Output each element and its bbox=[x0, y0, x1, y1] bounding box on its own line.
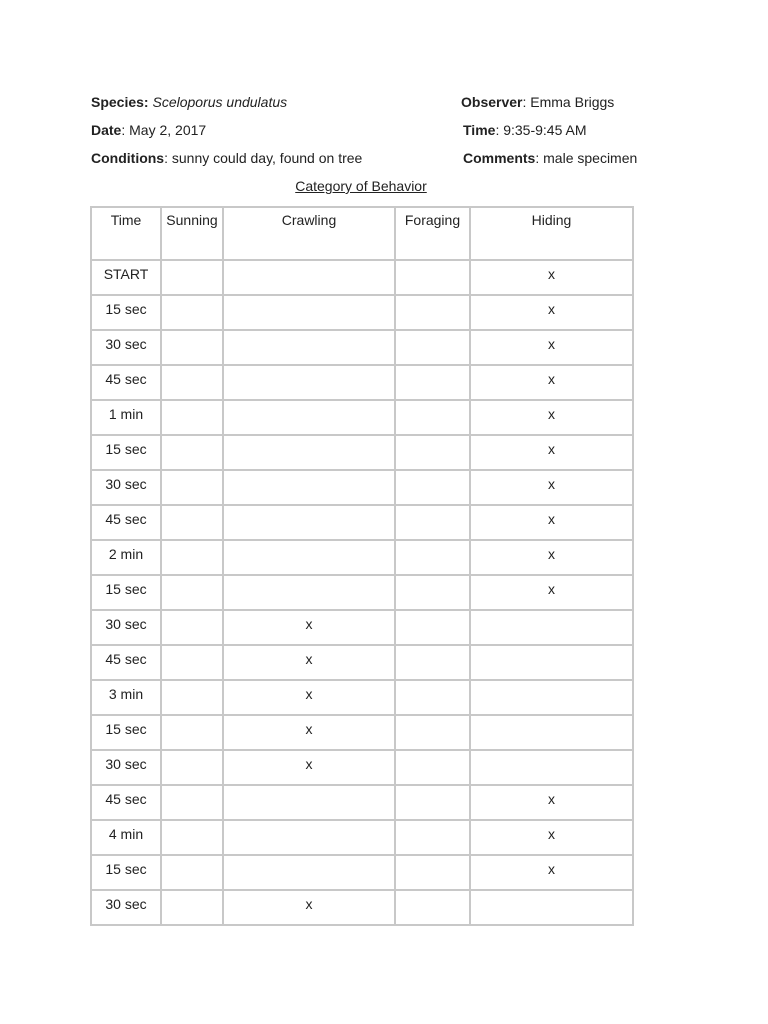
cell-crawling bbox=[223, 400, 395, 435]
cell-foraging bbox=[395, 750, 470, 785]
cell-time: 30 sec bbox=[91, 610, 161, 645]
table-row bbox=[91, 750, 633, 785]
cell-foraging bbox=[395, 680, 470, 715]
cell-time: 15 sec bbox=[91, 435, 161, 470]
cell-time: 2 min bbox=[91, 540, 161, 575]
comments-value: : male specimen bbox=[535, 150, 638, 166]
cell-crawling bbox=[223, 365, 395, 400]
table-row bbox=[91, 435, 633, 470]
cell-time: 1 min bbox=[91, 400, 161, 435]
species-label: Species: bbox=[91, 94, 149, 110]
date-field bbox=[91, 122, 206, 138]
comments-field bbox=[463, 150, 637, 166]
conditions-label: Conditions bbox=[91, 150, 165, 166]
conditions-field bbox=[91, 150, 362, 166]
observer-label: Observer bbox=[461, 94, 523, 110]
cell-crawling bbox=[223, 575, 395, 610]
cell-crawling bbox=[223, 330, 395, 365]
cell-crawling: x bbox=[223, 890, 395, 925]
cell-sunning bbox=[161, 890, 223, 925]
cell-foraging bbox=[395, 540, 470, 575]
cell-sunning bbox=[161, 715, 223, 750]
table-row bbox=[91, 575, 633, 610]
column-header-crawling: Crawling bbox=[223, 207, 395, 260]
cell-hiding: x bbox=[470, 365, 633, 400]
cell-sunning bbox=[161, 260, 223, 295]
cell-foraging bbox=[395, 715, 470, 750]
column-header-sunning: Sunning bbox=[161, 207, 223, 260]
cell-hiding: x bbox=[470, 505, 633, 540]
table-row bbox=[91, 820, 633, 855]
table-row bbox=[91, 610, 633, 645]
cell-foraging bbox=[395, 260, 470, 295]
cell-time: 45 sec bbox=[91, 645, 161, 680]
table-row bbox=[91, 470, 633, 505]
cell-crawling bbox=[223, 820, 395, 855]
time-label: Time bbox=[463, 122, 496, 138]
cell-crawling bbox=[223, 470, 395, 505]
cell-sunning bbox=[161, 330, 223, 365]
cell-time: 45 sec bbox=[91, 505, 161, 540]
cell-hiding: x bbox=[470, 540, 633, 575]
species-field bbox=[91, 94, 287, 110]
cell-crawling: x bbox=[223, 645, 395, 680]
cell-foraging bbox=[395, 890, 470, 925]
time-value: : 9:35-9:45 AM bbox=[495, 122, 587, 138]
cell-sunning bbox=[161, 365, 223, 400]
cell-foraging bbox=[395, 610, 470, 645]
table-row bbox=[91, 540, 633, 575]
cell-foraging bbox=[395, 295, 470, 330]
cell-hiding: x bbox=[470, 435, 633, 470]
cell-crawling bbox=[223, 540, 395, 575]
cell-time: 45 sec bbox=[91, 365, 161, 400]
cell-hiding: x bbox=[470, 785, 633, 820]
cell-time: 15 sec bbox=[91, 575, 161, 610]
cell-hiding bbox=[470, 890, 633, 925]
table-row bbox=[91, 890, 633, 925]
cell-hiding bbox=[470, 750, 633, 785]
cell-sunning bbox=[161, 645, 223, 680]
cell-hiding bbox=[470, 715, 633, 750]
cell-crawling bbox=[223, 855, 395, 890]
table-row bbox=[91, 680, 633, 715]
cell-foraging bbox=[395, 645, 470, 680]
cell-foraging bbox=[395, 400, 470, 435]
cell-time: 15 sec bbox=[91, 855, 161, 890]
cell-foraging bbox=[395, 365, 470, 400]
date-value: : May 2, 2017 bbox=[121, 122, 207, 138]
table-row bbox=[91, 715, 633, 750]
cell-crawling: x bbox=[223, 610, 395, 645]
cell-sunning bbox=[161, 785, 223, 820]
table-row bbox=[91, 645, 633, 680]
table-row bbox=[91, 330, 633, 365]
cell-sunning bbox=[161, 400, 223, 435]
cell-foraging bbox=[395, 820, 470, 855]
cell-hiding bbox=[470, 680, 633, 715]
cell-hiding: x bbox=[470, 260, 633, 295]
cell-sunning bbox=[161, 680, 223, 715]
cell-time: 30 sec bbox=[91, 750, 161, 785]
cell-foraging bbox=[395, 855, 470, 890]
conditions-value: : sunny could day, found on tree bbox=[164, 150, 363, 166]
table-body bbox=[91, 260, 633, 925]
cell-hiding: x bbox=[470, 330, 633, 365]
cell-foraging bbox=[395, 785, 470, 820]
table-row bbox=[91, 400, 633, 435]
cell-sunning bbox=[161, 435, 223, 470]
cell-crawling: x bbox=[223, 715, 395, 750]
cell-time: START bbox=[91, 260, 161, 295]
cell-sunning bbox=[161, 575, 223, 610]
cell-hiding: x bbox=[470, 575, 633, 610]
cell-sunning bbox=[161, 820, 223, 855]
observer-value: : Emma Briggs bbox=[522, 94, 615, 110]
table-row bbox=[91, 855, 633, 890]
cell-time: 15 sec bbox=[91, 715, 161, 750]
behavior-table bbox=[90, 206, 634, 926]
date-label: Date bbox=[91, 122, 122, 138]
table-caption: Category of Behavior bbox=[295, 178, 427, 194]
cell-time: 4 min bbox=[91, 820, 161, 855]
cell-sunning bbox=[161, 750, 223, 785]
cell-foraging bbox=[395, 470, 470, 505]
column-header-foraging: Foraging bbox=[395, 207, 470, 260]
cell-hiding: x bbox=[470, 400, 633, 435]
cell-crawling bbox=[223, 295, 395, 330]
species-value: Sceloporus undulatus bbox=[152, 94, 288, 110]
column-header-time: Time bbox=[91, 207, 161, 260]
cell-hiding: x bbox=[470, 820, 633, 855]
cell-hiding: x bbox=[470, 470, 633, 505]
cell-time: 15 sec bbox=[91, 295, 161, 330]
cell-crawling bbox=[223, 785, 395, 820]
cell-sunning bbox=[161, 540, 223, 575]
cell-time: 45 sec bbox=[91, 785, 161, 820]
cell-foraging bbox=[395, 575, 470, 610]
cell-hiding: x bbox=[470, 295, 633, 330]
cell-sunning bbox=[161, 505, 223, 540]
column-header-hiding: Hiding bbox=[470, 207, 633, 260]
cell-sunning bbox=[161, 855, 223, 890]
cell-hiding: x bbox=[470, 855, 633, 890]
cell-hiding bbox=[470, 610, 633, 645]
cell-foraging bbox=[395, 330, 470, 365]
table-header-row bbox=[91, 207, 633, 260]
table-row bbox=[91, 505, 633, 540]
cell-sunning bbox=[161, 470, 223, 505]
cell-hiding bbox=[470, 645, 633, 680]
cell-crawling: x bbox=[223, 750, 395, 785]
table-row bbox=[91, 365, 633, 400]
time-field bbox=[463, 122, 587, 138]
cell-time: 30 sec bbox=[91, 330, 161, 365]
observer-field bbox=[461, 94, 614, 110]
table-row bbox=[91, 260, 633, 295]
cell-crawling bbox=[223, 260, 395, 295]
cell-crawling: x bbox=[223, 680, 395, 715]
cell-time: 3 min bbox=[91, 680, 161, 715]
cell-foraging bbox=[395, 505, 470, 540]
cell-sunning bbox=[161, 610, 223, 645]
cell-time: 30 sec bbox=[91, 890, 161, 925]
cell-time: 30 sec bbox=[91, 470, 161, 505]
table-row bbox=[91, 295, 633, 330]
table-row bbox=[91, 785, 633, 820]
cell-sunning bbox=[161, 295, 223, 330]
comments-label: Comments bbox=[463, 150, 536, 166]
cell-crawling bbox=[223, 435, 395, 470]
cell-foraging bbox=[395, 435, 470, 470]
cell-crawling bbox=[223, 505, 395, 540]
